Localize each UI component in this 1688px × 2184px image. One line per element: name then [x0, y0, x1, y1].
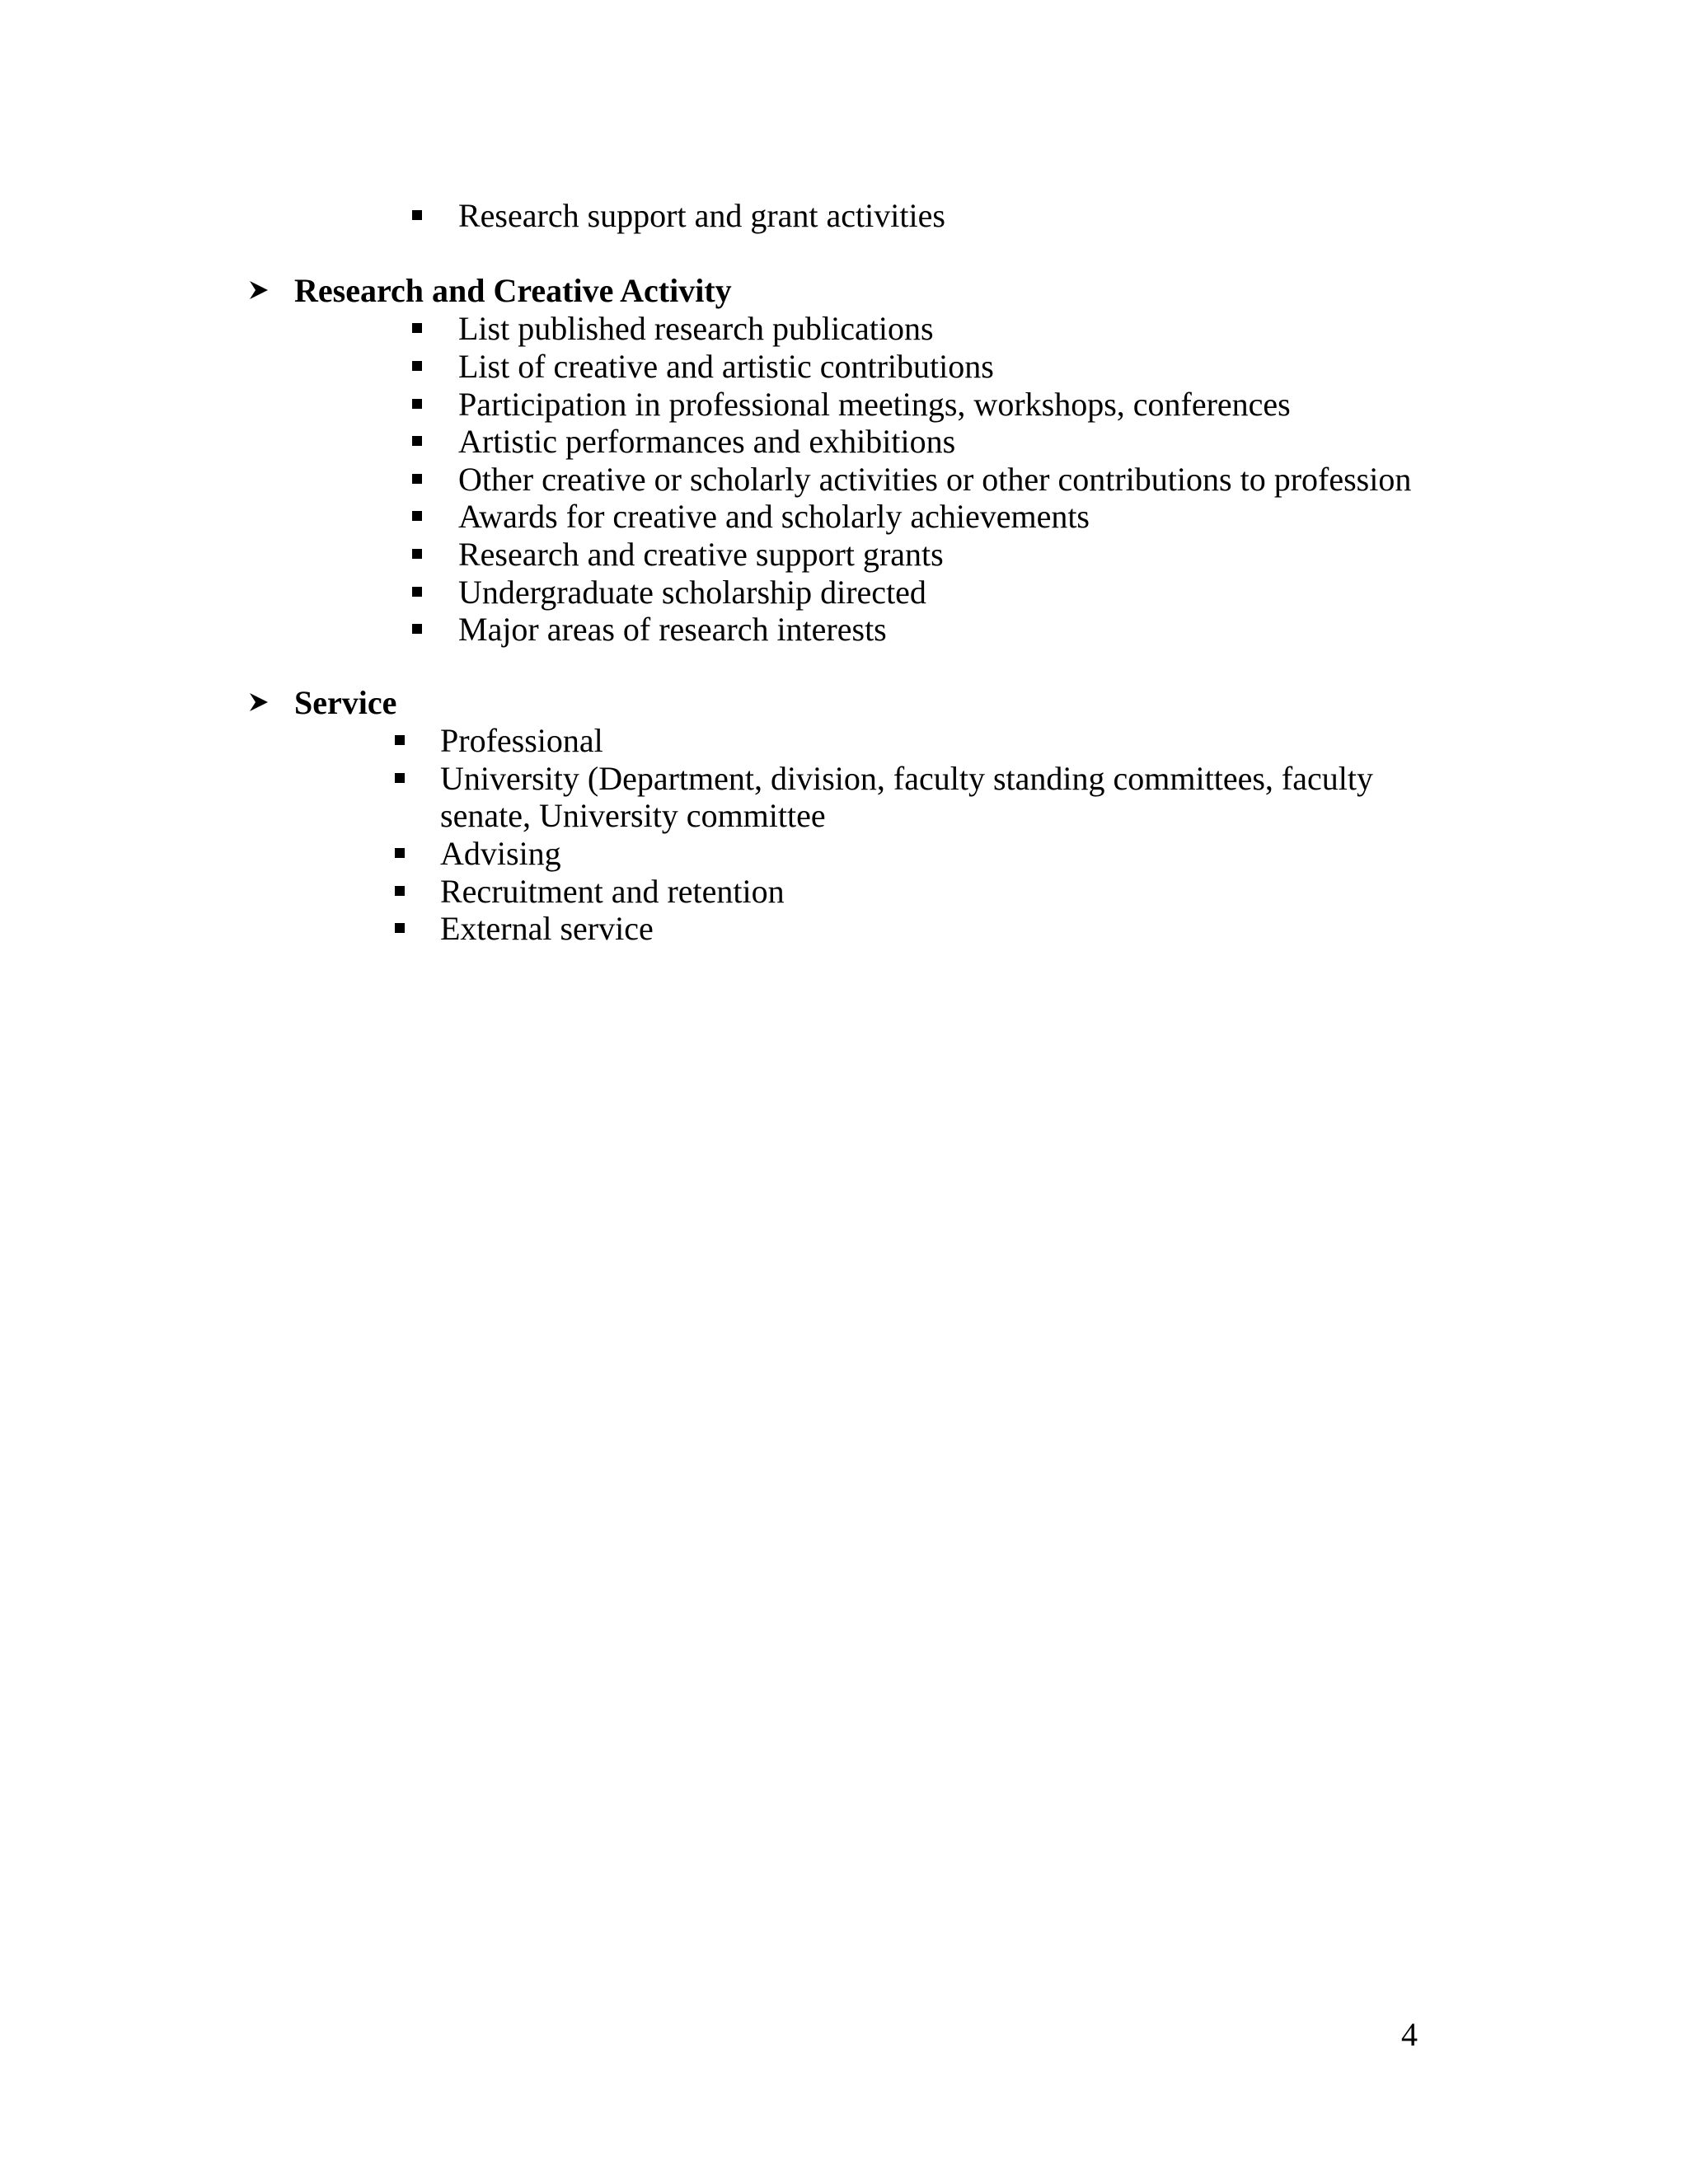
arrowhead-bullet-icon	[247, 691, 270, 714]
list-item: Advising	[440, 835, 561, 872]
list-item: Research support and grant activities	[458, 197, 945, 234]
section-heading-service: Service	[294, 684, 397, 721]
square-bullet-icon	[412, 323, 422, 333]
section-heading-research: Research and Creative Activity	[294, 272, 732, 309]
list-item: List of creative and artistic contributions	[458, 348, 994, 385]
square-bullet-icon	[412, 549, 422, 559]
square-bullet-icon	[395, 923, 405, 933]
list-item: List published research publications	[458, 310, 934, 347]
list-item: Professional	[440, 722, 603, 759]
list-item: Recruitment and retention	[440, 873, 785, 910]
list-item: Research and creative support grants	[458, 536, 944, 573]
square-bullet-icon	[395, 773, 405, 783]
square-bullet-icon	[412, 361, 422, 371]
list-item: Artistic performances and exhibitions	[458, 423, 956, 460]
square-bullet-icon	[412, 210, 422, 220]
list-item: Undergraduate scholarship directed	[458, 574, 926, 611]
list-item: External service	[440, 910, 654, 947]
list-item: University (Department, division, faculty standing committees, faculty	[440, 760, 1373, 797]
list-item-continuation: senate, University committee	[440, 797, 826, 834]
list-item: Major areas of research interests	[458, 611, 887, 648]
arrowhead-bullet-icon	[247, 279, 270, 302]
list-item: Participation in professional meetings, workshops, conferences	[458, 386, 1291, 423]
page-number: 4	[1401, 2016, 1418, 2053]
square-bullet-icon	[412, 511, 422, 521]
list-item: Other creative or scholarly activities or other contributions to profession	[458, 461, 1412, 498]
square-bullet-icon	[395, 886, 405, 896]
square-bullet-icon	[395, 848, 405, 858]
square-bullet-icon	[412, 436, 422, 446]
square-bullet-icon	[395, 735, 405, 745]
list-item: Awards for creative and scholarly achievements	[458, 498, 1090, 535]
square-bullet-icon	[412, 624, 422, 634]
square-bullet-icon	[412, 399, 422, 409]
square-bullet-icon	[412, 587, 422, 597]
square-bullet-icon	[412, 474, 422, 484]
